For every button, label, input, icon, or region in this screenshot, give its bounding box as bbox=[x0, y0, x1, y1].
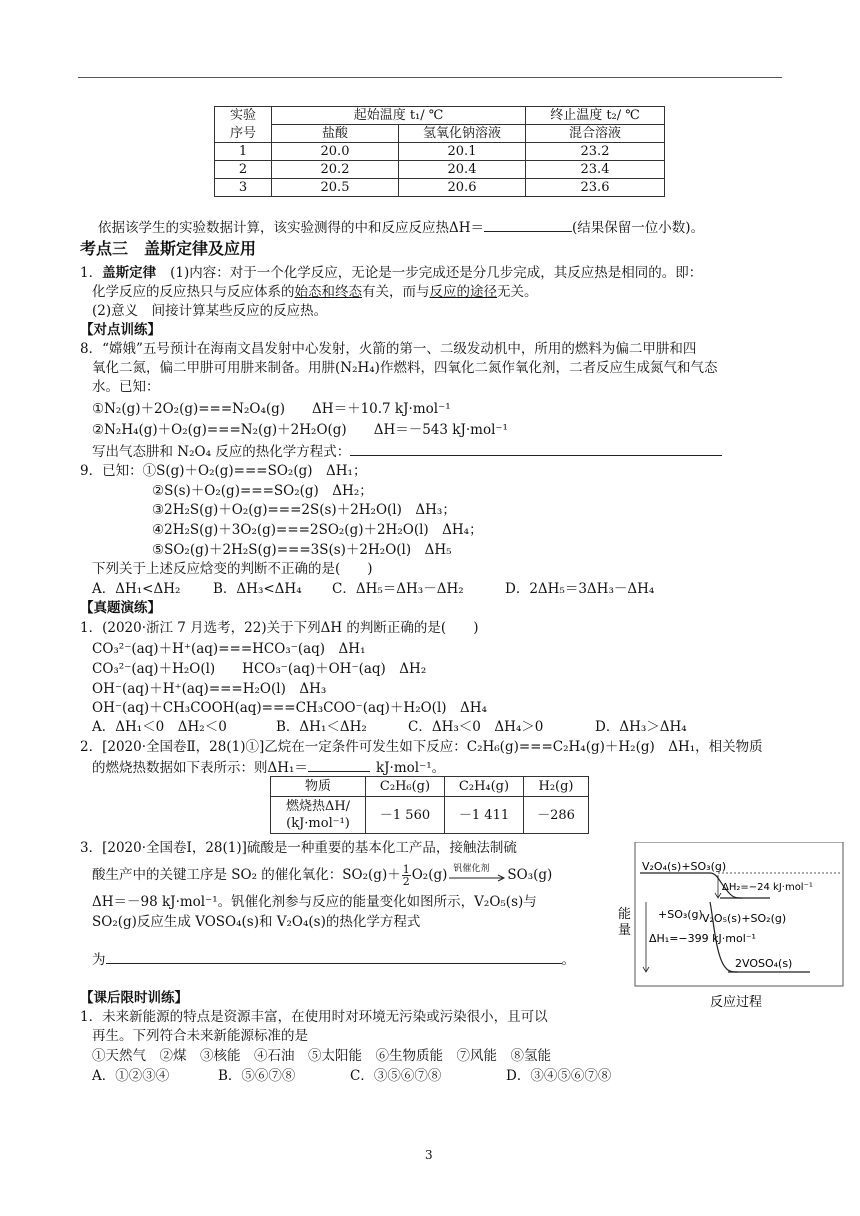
header-rule bbox=[78, 77, 782, 78]
cell: 20.6 bbox=[399, 179, 526, 197]
q9-eq-3: ③2H₂S(g)＋O₂(g)===2S(s)＋2H₂O(l) ΔH₃； bbox=[152, 502, 456, 518]
cell: 1 bbox=[215, 143, 272, 161]
text: O₂(g) bbox=[411, 867, 448, 883]
r1-option-a[interactable]: A．ΔH₁＜0 ΔH₂＜0 bbox=[92, 719, 227, 735]
text: kJ·mol⁻¹。 bbox=[375, 760, 446, 776]
r1-option-d[interactable]: D．ΔH₃＞ΔH₄ bbox=[595, 719, 687, 735]
text: 无关。 bbox=[497, 284, 538, 300]
header-substance: 物质 bbox=[271, 777, 366, 797]
row-header-b: (kJ·mol⁻¹) bbox=[286, 816, 350, 831]
cell: 3 bbox=[215, 179, 272, 197]
r1-line-1: 1．(2020·浙江 7 月选考，22)关于下列ΔH 的判断正确的是( ) bbox=[80, 620, 479, 636]
hess-content: (1)内容：对于一个化学反应，无论是一步完成还是分几步完成，其反应热是相同的。即： bbox=[170, 265, 703, 281]
y-axis-label-a: 能 bbox=[618, 907, 632, 922]
row-header-a: 燃烧热ΔH/ bbox=[285, 799, 351, 814]
r1-option-c[interactable]: C．ΔH₃＜0 ΔH₄＞0 bbox=[408, 719, 544, 735]
hess-title: 盖斯定律 bbox=[102, 265, 157, 281]
q9-option-b[interactable]: B．ΔH₃<ΔH₄ bbox=[213, 581, 302, 597]
cell: 20.4 bbox=[399, 161, 526, 179]
r3-line-2 bbox=[92, 864, 552, 887]
hess-meaning: (2)意义 间接计算某些反应的反应热。 bbox=[92, 303, 328, 319]
q9-ask: 下列关于上述反应焓变的判断不正确的是( ) bbox=[92, 561, 373, 577]
q9-option-c[interactable]: C．ΔH₅＝ΔH₃－ΔH₂ bbox=[332, 581, 464, 597]
h1-line-3: ①天然气 ②煤 ③核能 ④石油 ⑤太阳能 ⑥生物质能 ⑦风能 ⑧氢能 bbox=[92, 1048, 551, 1064]
cell: 20.1 bbox=[399, 143, 526, 161]
r3-line-5 bbox=[92, 949, 575, 970]
q9-option-a[interactable]: A．ΔH₁<ΔH₂ bbox=[92, 581, 181, 597]
hess-line-1 bbox=[80, 264, 702, 283]
temperature-table bbox=[214, 106, 665, 197]
text: 写出气态肼和 N₂O₄ 反应的热化学方程式： bbox=[92, 444, 351, 460]
underline-term: 始态和终态 bbox=[294, 284, 362, 300]
cell: 20.5 bbox=[272, 179, 399, 197]
combustion-heat-table bbox=[270, 776, 589, 834]
bottom-level-label: 2VOSO₄(s) bbox=[735, 957, 793, 970]
cell: －1 411 bbox=[445, 797, 524, 834]
start-temp-header: 起始温度 t₁/ ℃ bbox=[272, 107, 526, 125]
text: 为 bbox=[92, 952, 106, 968]
table-row bbox=[215, 179, 665, 197]
q8-line-1: 8．“嫦娥”五号预计在海南文昌发射中心发射，火箭的第一、二级发动机中，所用的燃料为偏二甲肼和四 bbox=[80, 341, 697, 357]
r1-eq-1: CO₃²⁻(aq)＋H⁺(aq)===HCO₃⁻(aq) ΔH₁ bbox=[92, 641, 366, 657]
h1-option-c[interactable]: C．③⑤⑥⑦⑧ bbox=[350, 1068, 442, 1084]
text: 有关，而与 bbox=[362, 284, 430, 300]
h1-option-b[interactable]: B．⑤⑥⑦⑧ bbox=[218, 1068, 296, 1084]
h1-line-1: 1．未来新能源的特点是资源丰富，在使用时对环境无污染或污染很小，且可以 bbox=[80, 1009, 548, 1025]
cell: －1 560 bbox=[366, 797, 445, 834]
r2-line-1: 2．[2020·全国卷Ⅱ，28(1)①]乙烷在一定条件可发生如下反应：C₂H₆(g)===C₂H₄(g)＋H₂(g) ΔH₁，相关物质 bbox=[80, 739, 763, 755]
y-axis-label-b: 量 bbox=[618, 923, 632, 938]
dh2-label: ΔH₂=−24 kJ·mol⁻¹ bbox=[722, 882, 813, 893]
answer-blank[interactable] bbox=[106, 949, 562, 964]
cell: 20.0 bbox=[272, 143, 399, 161]
header-h2: H₂(g) bbox=[524, 777, 589, 797]
text: 。 bbox=[561, 952, 575, 968]
header-c2h4: C₂H₄(g) bbox=[445, 777, 524, 797]
table-row bbox=[215, 143, 665, 161]
hcl-header: 盐酸 bbox=[272, 125, 399, 143]
cell: 23.2 bbox=[526, 143, 665, 161]
calc-question bbox=[98, 217, 704, 238]
top-level-label: V₂O₄(s)+SO₃(g) bbox=[642, 860, 727, 873]
text: 的燃烧热数据如下表所示：则ΔH₁＝ bbox=[92, 760, 308, 776]
text: 化学反应的反应热只与反应体系的 bbox=[92, 284, 295, 300]
q8-eq-1: ①N₂(g)＋2O₂(g)===N₂O₄(g) ΔH＝＋10.7 kJ·mol⁻¹ bbox=[92, 401, 451, 417]
r3-line-1: 3．[2020·全国卷Ⅰ，28(1)]硫酸是一种重要的基本化工产品，接触法制硫 bbox=[80, 840, 517, 856]
header-c2h6: C₂H₆(g) bbox=[366, 777, 445, 797]
row-header bbox=[271, 797, 366, 834]
real-title: 【真题演练】 bbox=[80, 600, 161, 616]
underline-term: 反应的途径 bbox=[429, 284, 497, 300]
arrow-icon bbox=[447, 863, 507, 886]
q9-eq-5: ⑤SO₂(g)＋2H₂S(g)===3S(s)＋2H₂O(l) ΔH₅ bbox=[152, 542, 452, 558]
practice-title: 【对点训练】 bbox=[80, 322, 161, 338]
dh1-label: ΔH₁=−399 kJ·mol⁻¹ bbox=[649, 932, 756, 945]
q8-ask bbox=[92, 441, 722, 462]
cell: －286 bbox=[524, 797, 589, 834]
catalyst-label: 钒催化剂 bbox=[453, 863, 490, 874]
item-number: 1． bbox=[80, 265, 103, 281]
mid-level-label: V₂O₅(s)+SO₂(g) bbox=[702, 912, 787, 925]
end-temp-header: 终止温度 t₂/ ℃ bbox=[526, 107, 665, 125]
energy-diagram bbox=[610, 842, 850, 1014]
r1-eq-4: OH⁻(aq)＋CH₃COOH(aq)===CH₃COO⁻(aq)＋H₂O(l) ΔH₄ bbox=[92, 700, 487, 716]
h1-option-d[interactable]: D．③④⑤⑥⑦⑧ bbox=[506, 1068, 612, 1084]
r1-eq-2: CO₃²⁻(aq)＋H₂O(l) HCO₃⁻(aq)＋OH⁻(aq) ΔH₂ bbox=[92, 661, 427, 677]
catalyst-arrow bbox=[447, 863, 507, 886]
section-title: 考点三 盖斯定律及应用 bbox=[80, 239, 257, 258]
r1-option-b[interactable]: B．ΔH₁＜ΔH₂ bbox=[276, 719, 367, 735]
r3-line-4: SO₂(g)反应生成 VOSO₄(s)和 V₂O₄(s)的热化学方程式 bbox=[92, 914, 421, 930]
after-class-title: 【课后限时训练】 bbox=[80, 990, 188, 1006]
naoh-header: 氢氧化钠溶液 bbox=[399, 125, 526, 143]
denominator: 2 bbox=[402, 875, 410, 888]
r3-line-3: ΔH＝－98 kJ·mol⁻¹。钒催化剂参与反应的能量变化如图所示，V₂O₅(s)与 bbox=[92, 894, 537, 910]
table-row bbox=[271, 797, 589, 834]
x-axis-label: 反应过程 bbox=[710, 995, 763, 1010]
mix-header: 混合溶液 bbox=[526, 125, 665, 143]
q8-line-2: 氧化二氮，偏二甲肼可用肼来制备。用肼(N₂H₄)作燃料，四氧化二氮作氧化剂，二者反应生成氮气和气态 bbox=[92, 360, 718, 376]
calc-tail: (结果保留一位小数)。 bbox=[572, 220, 705, 236]
answer-blank[interactable] bbox=[308, 757, 370, 772]
q8-eq-2: ②N₂H₄(g)＋O₂(g)===N₂(g)＋2H₂O(g) ΔH＝－543 kJ·mol⁻¹ bbox=[92, 422, 508, 438]
col-seq-header: 实验 bbox=[215, 107, 272, 125]
fraction bbox=[402, 864, 411, 887]
page-number: 3 bbox=[425, 1148, 433, 1162]
q9-eq-4: ④2H₂S(g)＋3O₂(g)===2SO₂(g)＋2H₂O(l) ΔH₄； bbox=[152, 522, 483, 538]
table-row bbox=[215, 161, 665, 179]
cell: 23.6 bbox=[526, 179, 665, 197]
plus-so3-label: +SO₃(g) bbox=[658, 908, 703, 921]
text: SO₃(g) bbox=[507, 867, 553, 883]
cell: 2 bbox=[215, 161, 272, 179]
h1-line-2: 再生。下列符合未来新能源标准的是 bbox=[92, 1028, 308, 1044]
text: 酸生产中的关键工序是 SO₂ 的催化氧化：SO₂(g)＋ bbox=[92, 867, 401, 883]
answer-blank[interactable] bbox=[350, 441, 722, 456]
q9-line-1: 9．已知：①S(g)＋O₂(g)===SO₂(g) ΔH₁； bbox=[80, 463, 367, 479]
answer-blank[interactable] bbox=[484, 217, 572, 232]
q8-line-3: 水。已知： bbox=[92, 379, 160, 395]
cell: 23.4 bbox=[526, 161, 665, 179]
hess-line-2 bbox=[92, 283, 538, 302]
calc-text: 依据该学生的实验数据计算，该实验测得的中和反应反应热ΔH＝ bbox=[98, 220, 485, 236]
q9-eq-2: ②S(s)＋O₂(g)===SO₂(g) ΔH₂； bbox=[152, 483, 373, 499]
r1-eq-3: OH⁻(aq)＋H⁺(aq)===H₂O(l) ΔH₃ bbox=[92, 681, 327, 697]
numerator: 1 bbox=[402, 863, 410, 876]
cell: 20.2 bbox=[272, 161, 399, 179]
h1-option-a[interactable]: A．①②③④ bbox=[92, 1068, 170, 1084]
q9-option-d[interactable]: D．2ΔH₅＝3ΔH₃－ΔH₄ bbox=[505, 581, 655, 597]
r2-line-2 bbox=[92, 757, 445, 778]
col-seq-header-2: 序号 bbox=[215, 125, 272, 143]
